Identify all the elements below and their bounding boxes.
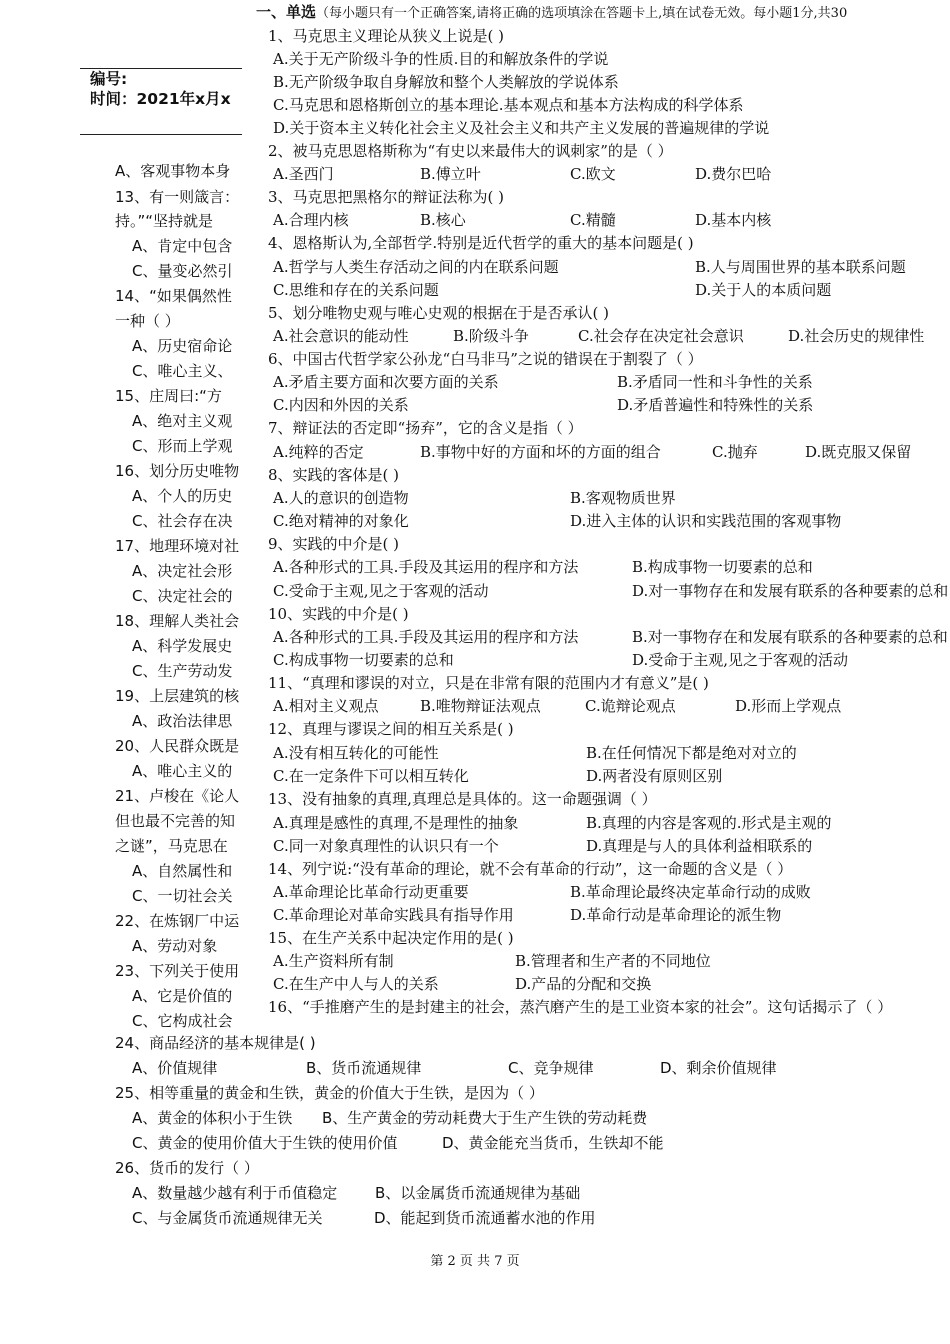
question-option: D、黄金能充当货币，生铁却不能 <box>442 1134 664 1152</box>
question-option: C.抛弃 <box>712 443 758 461</box>
question-option: A.纯粹的否定 <box>273 443 364 461</box>
question-option: A.关于无产阶级斗争的性质.目的和解放条件的学说 <box>273 50 609 68</box>
question-stem: 2、被马克思恩格斯称为“有史以来最伟大的讽刺家”的是（ ） <box>268 142 673 160</box>
question-stem: 4、恩格斯认为,全部哲学.特别是近代哲学的重大的基本问题是( ) <box>268 234 694 252</box>
page-footer: 第 2 页 共 7 页 <box>430 1254 520 1269</box>
underlay-line: A、劳动对象 <box>132 937 218 955</box>
question-option: C.构成事物一切要素的总和 <box>273 651 454 669</box>
underlay-line: 14、“如果偶然性 <box>115 287 232 305</box>
question-stem: 3、马克思把黑格尔的辩证法称为( ) <box>268 188 505 206</box>
question-option: A.相对主义观点 <box>273 697 379 715</box>
question-option: C.社会存在决定社会意识 <box>578 327 744 345</box>
question-stem: 5、划分唯物史观与唯心史观的根据在于是否承认( ) <box>268 304 610 322</box>
question-option: C、黄金的使用价值大于生铁的使用价值 <box>132 1134 398 1152</box>
question-option: A、数量越少越有利于币值稳定 <box>132 1184 338 1202</box>
question-option: D.关于人的本质问题 <box>695 281 832 299</box>
question-option: B.革命理论最终决定革命行动的成败 <box>570 883 811 901</box>
underlay-line: 19、上层建筑的核 <box>115 687 240 705</box>
underlay-line: 持。”“坚持就是 <box>115 212 214 230</box>
question-option: A.生产资料所有制 <box>273 952 394 970</box>
question-option: C.受命于主观,见之于客观的活动 <box>273 582 489 600</box>
question-option: C.内因和外因的关系 <box>273 396 409 414</box>
question-option: C、竞争规律 <box>508 1059 594 1077</box>
underlay-line: 20、人民群众既是 <box>115 737 240 755</box>
underlay-line: A、历史宿命论 <box>132 337 233 355</box>
underlay-line: 18、理解人类社会 <box>115 612 240 630</box>
question-option: C.革命理论对革命实践具有指导作用 <box>273 906 514 924</box>
question-option: B、以金属货币流通规律为基础 <box>375 1184 581 1202</box>
section-instructions: （每小题只有一个正确答案,请将正确的选项填涂在答题卡上,填在试卷无效。每小题1分,共30 <box>316 6 848 21</box>
question-option: D.关于资本主义转化社会主义及社会主义和共产主义发展的普遍规律的学说 <box>273 119 770 137</box>
question-option: C.马克思和恩格斯创立的基本理论.基本观点和基本方法构成的科学体系 <box>273 96 744 114</box>
question-option: B.对一事物存在和发展有联系的各种要素的总和 <box>632 628 948 646</box>
question-stem: 12、真理与谬误之间的相互关系是( ) <box>268 720 514 738</box>
question-stem: 16、“手推磨产生的是封建主的社会，蒸汽磨产生的是工业资本家的社会”。这句话揭示了（ ） <box>268 998 893 1016</box>
question-stem: 14、列宁说:“没有革命的理论，就不会有革命的行动”，这一命题的含义是（ ） <box>268 860 793 878</box>
underlay-line: 21、卢梭在《论人 <box>115 787 240 805</box>
section-heading <box>256 3 847 23</box>
header-rule-bottom <box>80 134 242 135</box>
question-option: D.对一事物存在和发展有联系的各种要素的总和 <box>632 582 949 600</box>
underlay-line: A、绝对主义观 <box>132 412 233 430</box>
question-option: C.在生产中人与人的关系 <box>273 975 439 993</box>
question-stem: 25、相等重量的黄金和生铁，黄金的价值大于生铁，是因为（ ） <box>115 1084 544 1102</box>
question-option: B、生产黄金的劳动耗费大于生产生铁的劳动耗费 <box>322 1109 648 1127</box>
underlay-line: 之谜”，马克思在 <box>115 837 228 855</box>
question-stem: 15、在生产关系中起决定作用的是( ) <box>268 929 514 947</box>
question-option: B、货币流通规律 <box>306 1059 422 1077</box>
question-option: D.基本内核 <box>695 211 772 229</box>
underlay-line: C、它构成社会 <box>132 1012 233 1030</box>
underlay-line: A、它是价值的 <box>132 987 233 1005</box>
question-option: A.哲学与人类生存活动之间的内在联系问题 <box>273 258 559 276</box>
question-stem: 10、实践的中介是( ) <box>268 605 409 623</box>
question-option: D、剩余价值规律 <box>660 1059 777 1077</box>
question-option: A、黄金的体积小于生铁 <box>132 1109 293 1127</box>
question-stem: 24、商品经济的基本规律是( ) <box>115 1034 316 1052</box>
underlay-line: C、形而上学观 <box>132 437 233 455</box>
underlay-line: A、个人的历史 <box>132 487 233 505</box>
question-stem: 1、马克思主义理论从狭义上说是( ) <box>268 27 505 45</box>
underlay-line: C、量变必然引 <box>132 262 233 280</box>
underlay-line: A、政治法律思 <box>132 712 233 730</box>
underlay-line: C、生产劳动发 <box>132 662 233 680</box>
time-label: 时间：2021年x月x <box>90 90 231 108</box>
question-option: B.唯物辩证法观点 <box>420 697 541 715</box>
question-option: D.产品的分配和交换 <box>515 975 652 993</box>
question-option: C、与金属货币流通规律无关 <box>132 1209 323 1227</box>
underlay-line: 13、有一则箴言： <box>115 188 240 206</box>
question-option: D.社会历史的规律性 <box>788 327 925 345</box>
question-option: D.形而上学观点 <box>735 697 842 715</box>
question-option: D.进入主体的认识和实践范围的客观事物 <box>570 512 842 530</box>
question-option: D.真理是与人的具体利益相联系的 <box>586 837 813 855</box>
question-option: B.真理的内容是客观的.形式是主观的 <box>586 814 832 832</box>
underlay-line: A、决定社会形 <box>132 562 233 580</box>
underlay-line: 一种（ ） <box>115 312 180 330</box>
code-label: 编号: <box>90 70 128 88</box>
underlay-line: A、自然属性和 <box>132 862 233 880</box>
question-option: B.无产阶级争取自身解放和整个人类解放的学说体系 <box>273 73 619 91</box>
question-stem: 8、实践的客体是( ) <box>268 466 400 484</box>
question-option: D.受命于主观,见之于客观的活动 <box>632 651 849 669</box>
underlay-line: 15、庄周曰:“方 <box>115 387 222 405</box>
underlay-line: C、社会存在决 <box>132 512 233 530</box>
underlay-line: A、唯心主义的 <box>132 762 233 780</box>
question-option: A.真理是感性的真理,不是理性的抽象 <box>273 814 519 832</box>
section-title: 一、单选 <box>256 3 317 21</box>
question-option: B.构成事物一切要素的总和 <box>632 558 813 576</box>
question-option: B.客观物质世界 <box>570 489 676 507</box>
underlay-line: 23、下列关于使用 <box>115 962 240 980</box>
underlay-line: A、肯定中包含 <box>132 237 233 255</box>
underlay-line: A、科学发展史 <box>132 637 233 655</box>
question-option: D.矛盾普遍性和特殊性的关系 <box>617 396 814 414</box>
underlay-line: A、客观事物本身 <box>115 162 231 180</box>
question-option: C.绝对精神的对象化 <box>273 512 409 530</box>
question-option: A.圣西门 <box>273 165 334 183</box>
question-option: A.矛盾主要方面和次要方面的关系 <box>273 373 499 391</box>
question-option: D.既克服又保留 <box>805 443 912 461</box>
question-option: C.思维和存在的关系问题 <box>273 281 439 299</box>
question-option: B.矛盾同一性和斗争性的关系 <box>617 373 813 391</box>
question-stem: 7、辩证法的否定即“扬弃”，它的含义是指（ ） <box>268 419 583 437</box>
question-option: B.事物中好的方面和坏的方面的组合 <box>420 443 661 461</box>
question-option: A.革命理论比革命行动更重要 <box>273 883 469 901</box>
question-option: C.欧文 <box>570 165 616 183</box>
question-option: A.各种形式的工具.手段及其运用的程序和方法 <box>273 628 579 646</box>
question-option: B.人与周围世界的基本联系问题 <box>695 258 906 276</box>
underlay-line: 22、在炼钢厂中运 <box>115 912 240 930</box>
question-option: A、价值规律 <box>132 1059 218 1077</box>
question-option: D.两者没有原则区别 <box>586 767 723 785</box>
question-option: C.同一对象真理性的认识只有一个 <box>273 837 499 855</box>
question-option: C.在一定条件下可以相互转化 <box>273 767 469 785</box>
underlay-line: C、决定社会的 <box>132 587 233 605</box>
question-option: D.革命行动是革命理论的派生物 <box>570 906 782 924</box>
question-stem: 6、中国古代哲学家公孙龙“白马非马”之说的错误在于割裂了（ ） <box>268 350 703 368</box>
question-option: A.社会意识的能动性 <box>273 327 409 345</box>
question-option: B.阶级斗争 <box>453 327 529 345</box>
underlay-line: C、一切社会关 <box>132 887 233 905</box>
question-stem: 9、实践的中介是( ) <box>268 535 400 553</box>
question-option: B.在任何情况下都是绝对对立的 <box>586 744 797 762</box>
question-stem: 13、没有抽象的真理,真理总是具体的。这一命题强调（ ） <box>268 790 657 808</box>
question-stem: 11、“真理和谬误的对立，只是在非常有限的范围内才有意义”是( ) <box>268 674 709 692</box>
question-option: C.精髓 <box>570 211 616 229</box>
underlay-line: C、唯心主义、 <box>132 362 233 380</box>
question-stem: 26、货币的发行（ ） <box>115 1159 259 1177</box>
question-option: A.人的意识的创造物 <box>273 489 409 507</box>
question-option: A.没有相互转化的可能性 <box>273 744 439 762</box>
question-option: A.合理内核 <box>273 211 349 229</box>
question-option: D、能起到货币流通蓄水池的作用 <box>374 1209 596 1227</box>
question-option: A.各种形式的工具.手段及其运用的程序和方法 <box>273 558 579 576</box>
question-option: C.诡辩论观点 <box>585 697 676 715</box>
underlay-line: 17、地理环境对社 <box>115 537 240 555</box>
question-option: D.费尔巴哈 <box>695 165 772 183</box>
question-option: B.管理者和生产者的不同地位 <box>515 952 711 970</box>
underlay-line: 16、划分历史唯物 <box>115 462 240 480</box>
question-option: B.傅立叶 <box>420 165 481 183</box>
underlay-line: 但也最不完善的知 <box>115 812 236 830</box>
question-option: B.核心 <box>420 211 466 229</box>
header-rule-top <box>80 68 242 69</box>
